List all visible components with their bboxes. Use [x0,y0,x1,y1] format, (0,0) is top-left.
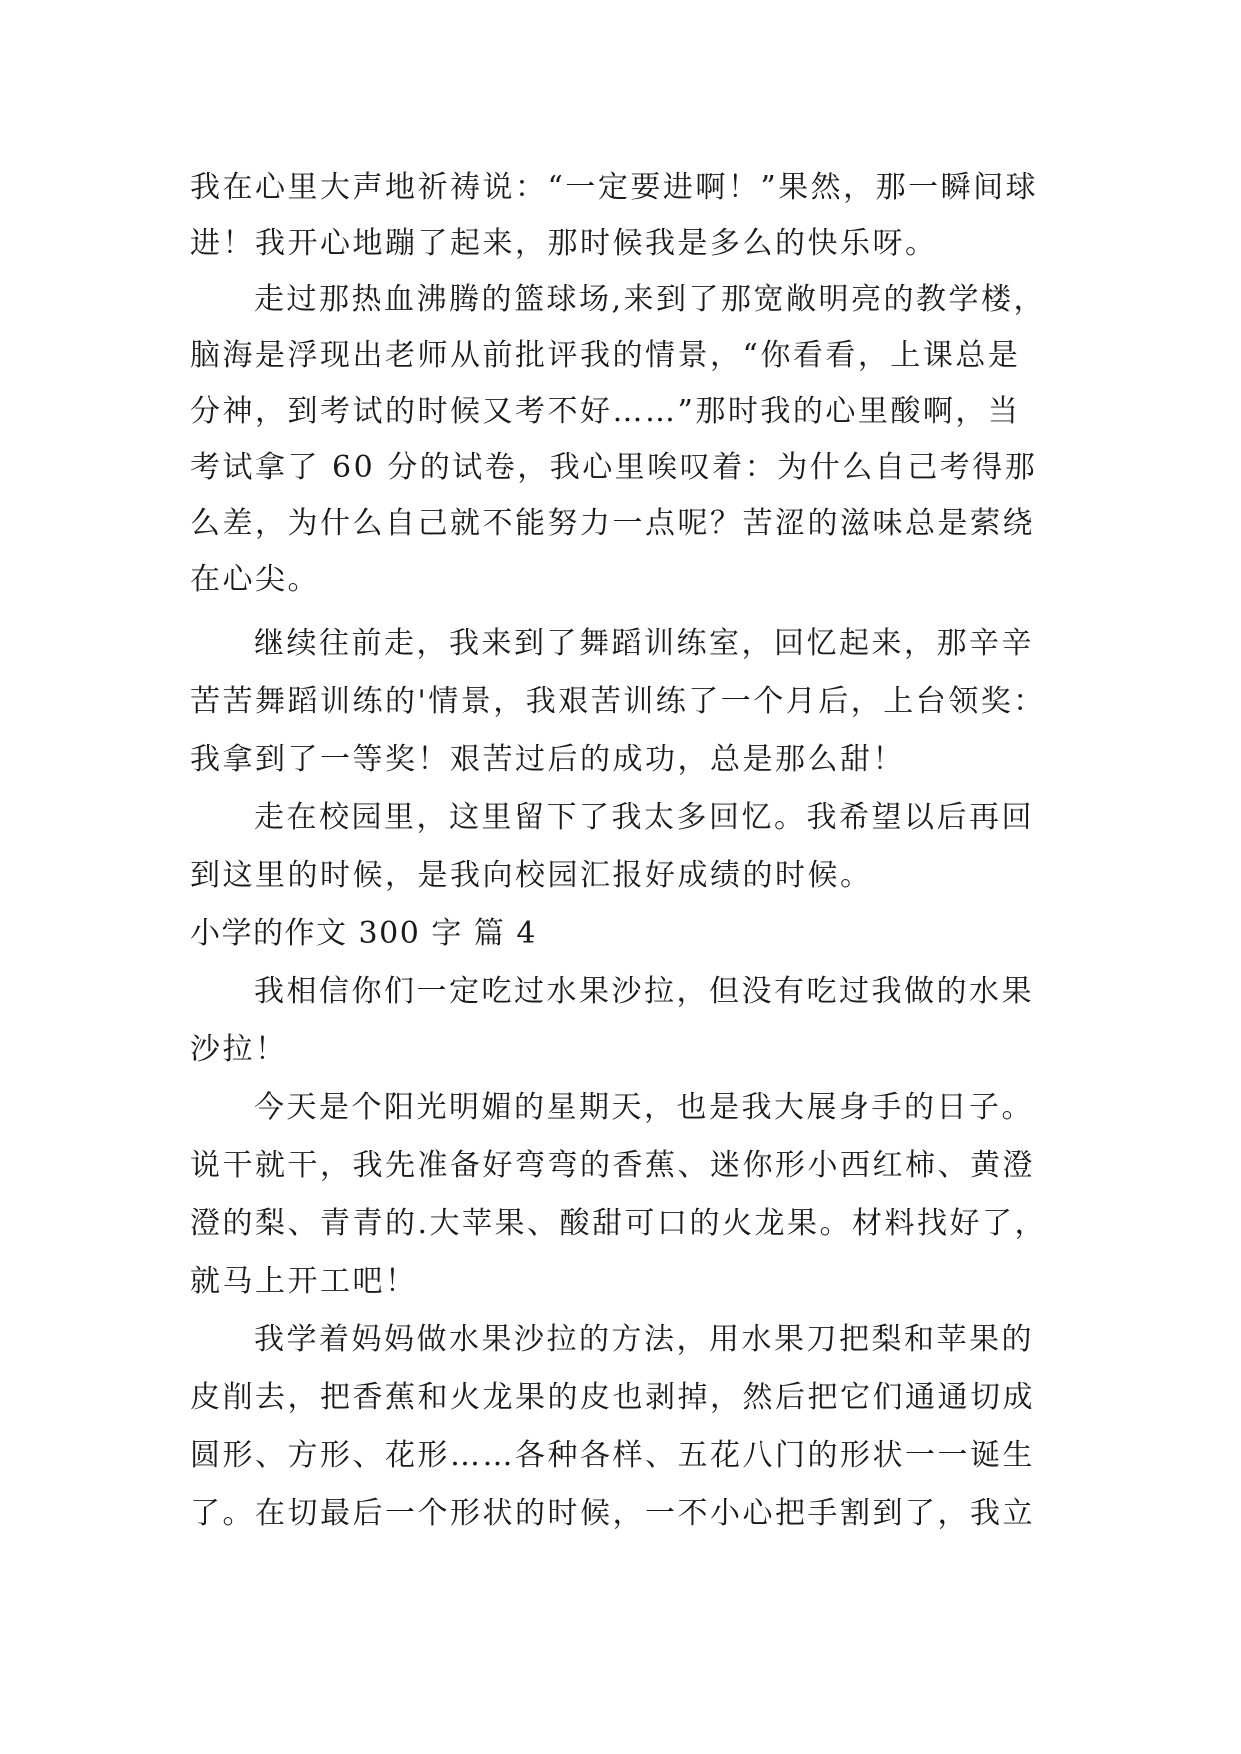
text-line: 皮削去，把香蕉和火龙果的皮也剥掉，然后把它们通通切成 [190,1380,1035,1415]
paragraph-first-line: 我相信你们一定吃过水果沙拉，但没有吃过我做的水果 [254,974,1034,1009]
text-line: 考试拿了 60 分的试卷，我心里唉叹着：为什么自己考得那 [190,450,1038,485]
text-line: 么差，为什么自己就不能努力一点呢？苦涩的滋味总是萦绕 [190,506,1035,541]
paragraph-first-line: 走在校园里，这里留下了我太多回忆。我希望以后再回 [254,800,1034,835]
text-line: 进！我开心地蹦了起来，那时候我是多么的快乐呀。 [190,226,938,261]
text-line: 我在心里大声地祈祷说：“一定要进啊！”果然，那一瞬间球 [190,170,1039,205]
text-line: 苦苦舞蹈训练的'情景，我艰苦训练了一个月后，上台领奖： [190,684,1046,719]
section-heading: 小学的作文 300 字 篇 4 [190,916,537,951]
text-line: 沙拉！ [190,1032,288,1067]
text-line: 脑海是浮现出老师从前批评我的情景，“你看看，上课总是 [190,338,1021,373]
paragraph-first-line: 继续往前走，我来到了舞蹈训练室，回忆起来，那辛辛 [254,626,1034,661]
text-line: 就马上开工吧！ [190,1264,418,1299]
text-line: 圆形、方形、花形……各种各样、五花八门的形状一一诞生 [190,1438,1035,1473]
text-line: 到这里的时候，是我向校园汇报好成绩的时候。 [190,858,873,893]
text-line: 我拿到了一等奖！艰苦过后的成功，总是那么甜！ [190,742,905,777]
text-line: 了。在切最后一个形状的时候，一不小心把手割到了，我立 [190,1496,1035,1531]
text-line: 澄的梨、青青的.大苹果、酸甜可口的火龙果。材料找好了， [190,1206,1048,1241]
paragraph-first-line: 走过那热血沸腾的篮球场,来到了那宽敞明亮的教学楼， [254,282,1047,317]
paragraph-first-line: 今天是个阳光明媚的星期天，也是我大展身手的日子。 [254,1090,1034,1125]
text-line: 说干就干，我先准备好弯弯的香蕉、迷你形小西红柿、黄澄 [190,1148,1035,1183]
text-line: 分神，到考试的时候又考不好……”那时我的心里酸啊，当 [190,394,1021,429]
text-line: 在心尖。 [190,562,320,597]
paragraph-first-line: 我学着妈妈做水果沙拉的方法，用水果刀把梨和苹果的 [254,1322,1034,1357]
